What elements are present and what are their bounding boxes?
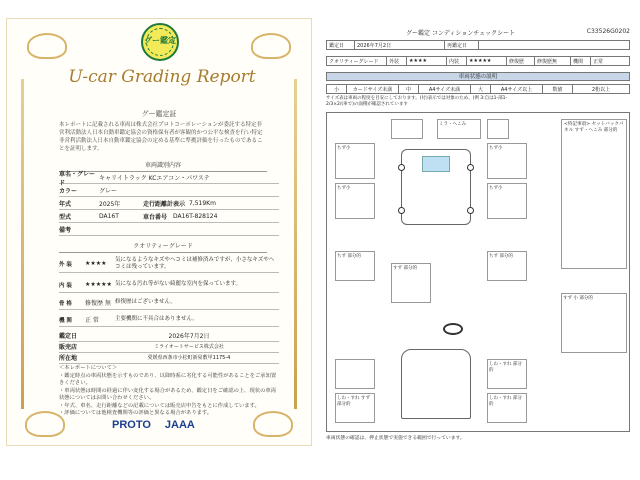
proto-logo: PROTO bbox=[112, 419, 151, 431]
sheet-footer: 車両状態の確認は、押止状態で実施できる範囲で行っています。 bbox=[326, 436, 465, 441]
steering-wheel-icon bbox=[443, 323, 463, 335]
certificate-title: U-car Grading Report bbox=[68, 67, 256, 87]
grading-certificate bbox=[6, 18, 312, 446]
diagram-box: ちず小 bbox=[487, 143, 527, 179]
car-front-view-icon bbox=[401, 349, 471, 419]
diagram-box: ミラ・ヘこみ bbox=[437, 119, 481, 139]
diagram-box: ちず小 bbox=[335, 143, 375, 179]
quality-frame-row: 骨 格 修復歴 無 修復歴はございません。 bbox=[59, 296, 279, 310]
diagram-box: しわ・すれ すず 部分的 bbox=[335, 393, 375, 423]
vehicle-section-title: 車両識別内容 bbox=[59, 160, 267, 172]
diagram-box: しわ・すれ 部分的 bbox=[487, 393, 527, 423]
diagram-box: すず 小 部分的 bbox=[561, 293, 627, 353]
footer-logos bbox=[112, 419, 195, 431]
diagram-box: ちず小 bbox=[335, 183, 375, 219]
certificate-intro: 本レポートに記載される車両は株式会社プロトコーポレーションが委託する特定非営利活動法人日本自動車鑑定協会の資格保有者が客観的かつ公平な検査を行い特定非営利活動法人日本自動車鑑定協会の定める基準に準拠評価を行ったものであることを証明します。 bbox=[59, 122, 263, 152]
diagram-box: すず 部分的 bbox=[391, 263, 431, 303]
jaaa-logo: JAAA bbox=[164, 419, 195, 431]
ribbon-left bbox=[21, 79, 24, 409]
sheet-title: グー鑑定 コンディションチェックシート bbox=[406, 30, 516, 37]
sheet-quality-header: クオリティーグレード 外装 ★★★★ 内装 ★★★★★ 修復歴 修復歴無 機関 正常 bbox=[326, 56, 630, 66]
appraisal-date-row: 鑑定日 2026年7月2日 bbox=[59, 330, 279, 342]
dealer-row: 販売店 ミライオートサービス株式会社 bbox=[59, 341, 279, 353]
sheet-id: C33526G0202 bbox=[586, 28, 630, 35]
vehicle-damage-diagram bbox=[326, 112, 630, 432]
quality-interior-row: 内 装 ★★★★★ 気になる汚れ等がない綺麗な室内を保っています。 bbox=[59, 277, 279, 293]
vehicle-model-row: 型式 DA16T 車台番号 DA16T-828124 bbox=[59, 211, 279, 223]
vehicle-remarks-row: 備考 bbox=[59, 224, 279, 236]
size-note: サイズ表は車両の程度を目安にしております。(付)表示では対象のため、(例 3:自は1-部1-2/3×2/(車で)の面積が確認されています bbox=[326, 96, 508, 107]
status-section-title: 車両状態の説明 bbox=[326, 72, 630, 81]
special-remarks: <特記事項> セットバックパネル すず・へこみ 部分的 bbox=[561, 119, 627, 269]
quality-exterior-row: 外 装 ★★★★ 気になるようなキズやヘコミは補修済みですが、小さなキズやヘコミは残っています。 bbox=[59, 255, 279, 273]
vehicle-color-row: カラー グレー bbox=[59, 185, 279, 197]
car-top-view-icon bbox=[401, 149, 471, 225]
quality-engine-row: 機 関 正 常 主要機関に不具合はありません。 bbox=[59, 313, 279, 327]
vehicle-name-row: 車名・グレード キャリイトラック KCエアコン・パワステ bbox=[59, 172, 279, 184]
diagram-box: ちず 部分的 bbox=[487, 251, 527, 281]
diagram-box: しわ・すれ 部分的 bbox=[487, 359, 527, 389]
bow-left-decoration bbox=[27, 33, 67, 59]
certificate-heading: グー鑑定証 bbox=[141, 110, 177, 118]
diagram-box bbox=[391, 119, 423, 139]
goo-kantei-logo: グー鑑定 bbox=[141, 23, 179, 61]
diagram-box bbox=[335, 359, 375, 389]
address-row: 所在地 愛媛県西条市小松町新屋敷甲1175-4 bbox=[59, 352, 279, 364]
ribbon-right bbox=[294, 79, 297, 409]
diagram-box bbox=[487, 119, 509, 139]
condition-check-sheet bbox=[326, 28, 634, 440]
sheet-date-header: 鑑定日 2026年7月2日 再鑑定日 bbox=[326, 40, 630, 50]
diagram-box: ちず小 bbox=[487, 183, 527, 219]
diagram-box: ちず 部分的 bbox=[335, 251, 375, 281]
vehicle-year-row: 年式 2025年 走行距離計表示 7,519Km bbox=[59, 198, 279, 210]
size-legend-row: 小 カードサイズ未満 中 A4サイズ未満 大 A4サイズ以上 数値 2桁以上 bbox=[326, 84, 630, 94]
quality-section-title: クオリティーグレード bbox=[59, 241, 267, 253]
bow-right-decoration bbox=[251, 33, 291, 59]
report-notes: ＜本レポートについて＞ ・鑑定時点の車両状態を示すものであり、以降時系に劣化する可能性があることをご承知置きください。 ・車両状態は時間の経過に伴い変化する場合があるため、鑑定日をご確認の上、現状の車両状態についてはお問い合わせください。 ・年式、車名、走行距離などの記載については販売店申告をもとに作成しています。 ・評価については他検査機関等の評価と異なる場合があります。 bbox=[59, 365, 277, 416]
